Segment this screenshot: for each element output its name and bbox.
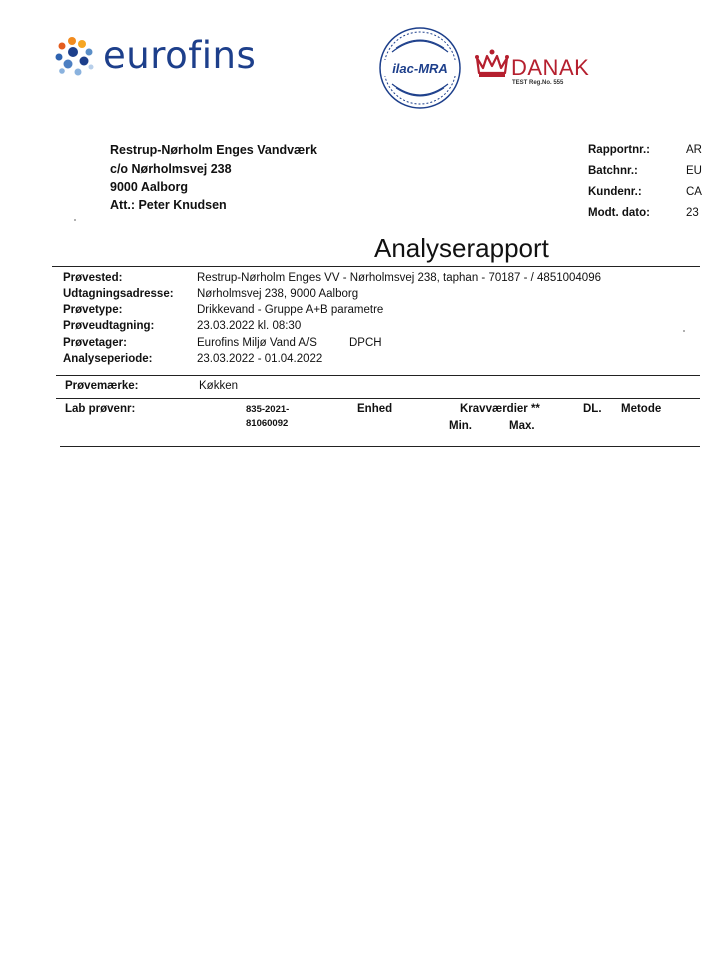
- address-line-1: Restrup-Nørholm Enges Vandværk: [110, 143, 317, 157]
- sampling-time-value: 23.03.2022 kl. 08:30: [197, 320, 302, 332]
- batch-number-label: Batchnr.:: [588, 165, 638, 177]
- ilac-mra-seal-icon: [378, 26, 462, 110]
- received-date-value: 23: [686, 207, 699, 219]
- lab-sample-number-line-2: 81060092: [246, 418, 289, 429]
- danak-crown-icon: [474, 48, 510, 80]
- batch-number-value: EU: [686, 165, 702, 177]
- sampling-address-label: Udtagningsadresse:: [63, 288, 174, 300]
- danak-logo-text: DANAK: [511, 55, 590, 80]
- min-header: Min.: [449, 420, 472, 432]
- lab-sample-number-line-1: 835-2021-: [246, 404, 290, 415]
- sampling-address-value: Nørholmsvej 238, 9000 Aalborg: [197, 288, 359, 300]
- sampler-code: DPCH: [349, 337, 382, 349]
- report-title: Analyserapport: [374, 233, 549, 263]
- sample-location-label: Prøvested:: [63, 272, 123, 284]
- analysis-period-value: 23.03.2022 - 01.04.2022: [197, 353, 323, 365]
- customer-number-label: Kundenr.:: [588, 186, 642, 198]
- eurofins-logo-text: eurofins: [103, 34, 257, 77]
- scan-speck: [683, 330, 685, 332]
- max-header: Max.: [509, 420, 535, 432]
- sampling-time-label: Prøveudtagning:: [63, 320, 155, 332]
- sampler-value: Eurofins Miljø Vand A/S: [197, 337, 317, 349]
- sample-type-label: Prøvetype:: [63, 304, 123, 316]
- eurofins-logo-icon: [54, 36, 96, 78]
- lab-sample-number-header: Lab prøvenr:: [65, 403, 136, 415]
- sample-mark-value: Køkken: [199, 380, 238, 392]
- sample-location-value: Restrup-Nørholm Enges VV - Nørholmsvej 238, taphan - 70187 - / 4851004096: [197, 272, 601, 284]
- danak-reg-number: TEST Reg.No. 555: [512, 80, 564, 86]
- address-line-2: c/o Nørholmsvej 238: [110, 162, 232, 176]
- method-header: Metode: [621, 403, 662, 415]
- sampler-label: Prøvetager:: [63, 337, 127, 349]
- limits-header: Kravværdier **: [460, 403, 540, 415]
- sample-type-value: Drikkevand - Gruppe A+B parametre: [197, 304, 384, 316]
- divider-table-bottom: [60, 446, 700, 447]
- ilac-text: ilac-MRA: [392, 61, 448, 76]
- divider-table-top: [56, 398, 700, 399]
- detection-limit-header: DL.: [583, 403, 602, 415]
- analysis-period-label: Analyseperiode:: [63, 353, 153, 365]
- scan-speck: [74, 219, 76, 221]
- unit-header: Enhed: [357, 403, 393, 415]
- report-number-value: AR: [686, 144, 702, 156]
- customer-number-value: CA: [686, 186, 702, 198]
- sample-mark-label: Prøvemærke:: [65, 380, 139, 392]
- divider-middle: [56, 375, 700, 376]
- divider-top: [52, 266, 700, 267]
- address-line-3: 9000 Aalborg: [110, 180, 189, 194]
- report-number-label: Rapportnr.:: [588, 144, 650, 156]
- received-date-label: Modt. dato:: [588, 207, 650, 219]
- address-line-4: Att.: Peter Knudsen: [110, 198, 227, 212]
